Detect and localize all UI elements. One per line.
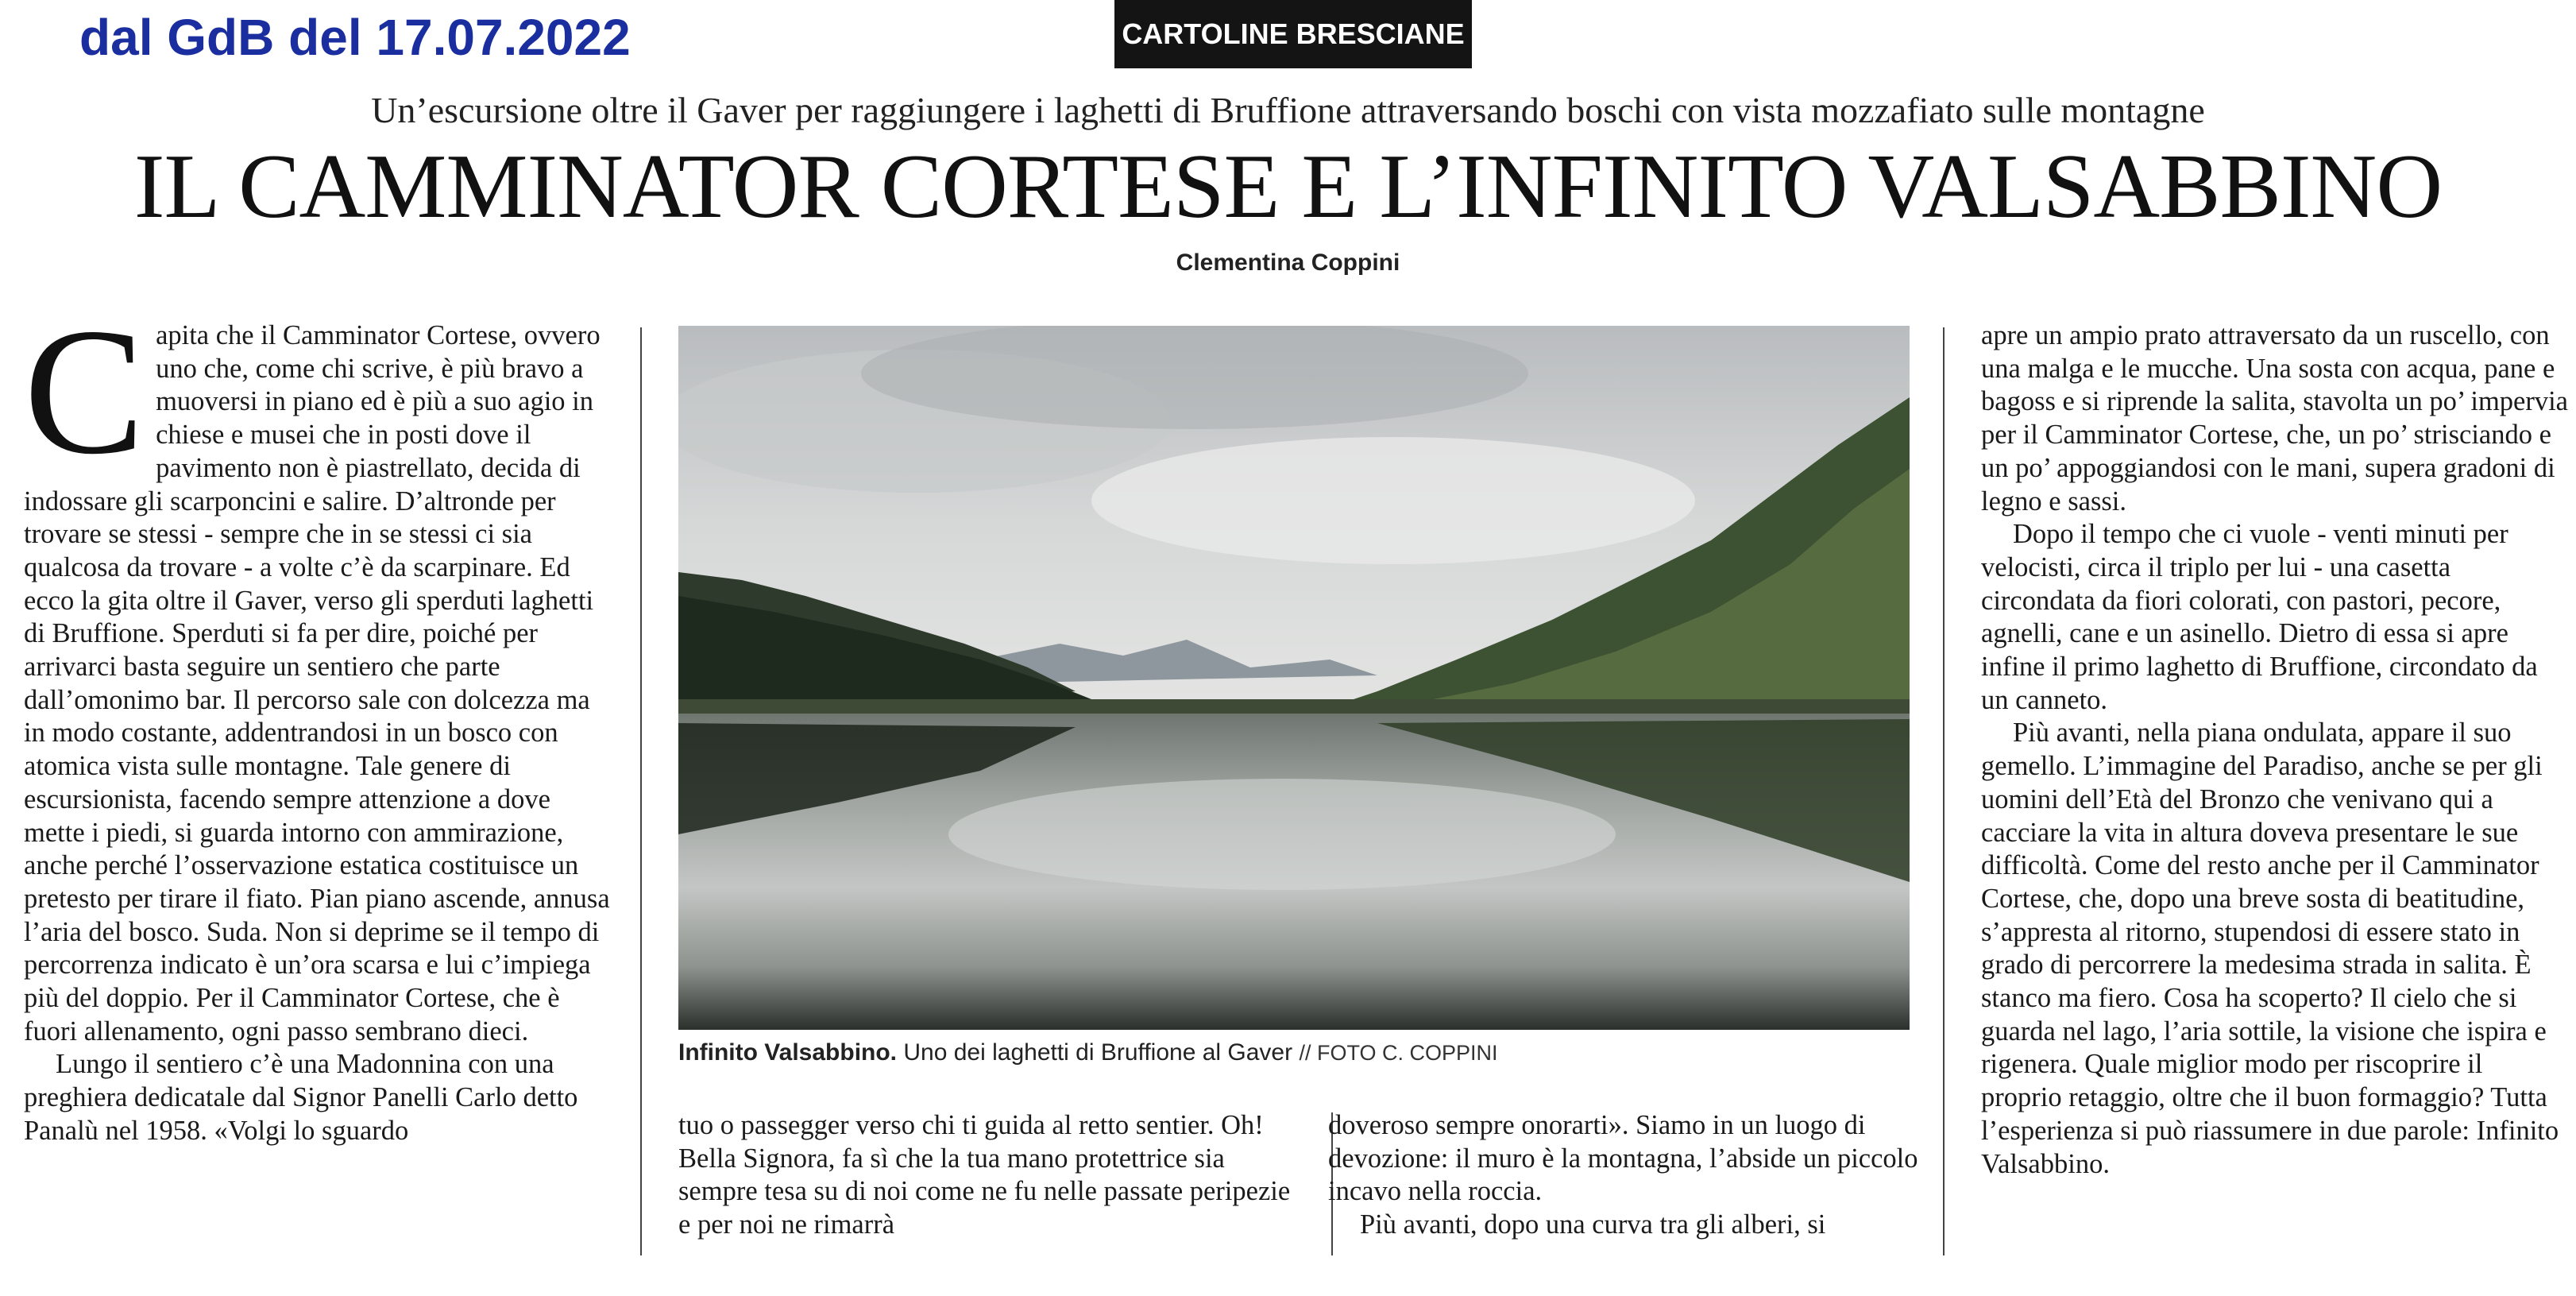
paragraph-text: apita che il Camminator Cortese, ovvero uno che, come chi scrive, è più bravo a muoversi in piano ed è più a suo agio in chiese e musei che in posti dove il pavimento non è piastrellato, decida di indossare gli scarponcini e salire. D’altronde per trovare se stessi - sempre che in se stessi ci sia qualcosa da trovare - a volte c’è da scarpinare. Ed ecco la gita oltre il Gaver, verso gli sperduti laghetti di Bruffione. Sperduti si fa per dire, poiché per arrivarci basta seguire un sentiero che parte dall’omonimo bar. Il percorso sale con dolcezza ma in modo costante, addentrandosi in un bosco con atomica vista sulle montagne. Tale genere di escursionista, facendo sempre attenzione a dove mette i piedi, si guarda intorno con ammirazione, anche perché l’osservazione estatica costituisce un pretesto per tirare il fiato. Pian piano ascende, annusa l’aria del bosco. Suda. Non si deprime se il tempo di percorrenza indicato è un’ora scarsa e lui c’impiega più del doppio. Per il Camminator Cortese, che è fuori allenamento, ogni passo sembrano dieci. — [24, 320, 610, 1046]
paragraph: Lungo il sentiero c’è una Madonnina con una preghiera dedicatale dal Signor Panelli Carlo detto Panalù nel 1958. «Volgi lo sguardo — [24, 1049, 578, 1146]
article-column-3 — [1328, 1109, 1920, 1242]
article-column-2 — [678, 1109, 1306, 1242]
paragraph: tuo o passegger verso chi ti guida al retto sentier. Oh! Bella Signora, fa sì che la tua mano protettrice sia sempre tesa su di noi come ne fu nelle passate peripezie e per noi ne rimarrà — [678, 1110, 1291, 1240]
lake-landscape-image — [678, 326, 1910, 1030]
paragraph: Più avanti, nella piana ondulata, appare il suo gemello. L’immagine del Paradiso, anche se per gli uomini dell’Età del Bronzo che venivano qui a cacciare la vita in altura doveva presentare le sue difficoltà. Come del resto anche per il Camminator Cortese, che, dopo una breve sosta di beatitudine, s’appresta al ritorno, stupendosi di essere stato in grado di percorrere la medesima strada in salita. È stanco ma fiero. Cosa ha scoperto? Il cielo che si guarda nel lago, l’aria sottile, la visione che ispira e rigenera. Quale miglior modo per riscoprire il proprio retaggio, oltre che il buon formaggio? Tutta l’esperienza si può riassumere in due parole: Infinito Valsabbino. — [1981, 718, 2559, 1179]
article-column-1 — [24, 292, 616, 1148]
article-subtitle: Un’escursione oltre il Gaver per raggiungere i laghetti di Bruffione attraversando boschi con vista mozzafiato sulle montagne — [371, 90, 2205, 130]
article-column-4 — [1981, 319, 2569, 1181]
paragraph: Più avanti, dopo una curva tra gli alberi, si — [1360, 1209, 1826, 1240]
article-headline: IL CAMMINATOR CORTESE E L’INFINITO VALSABBINO — [133, 136, 2443, 238]
paragraph — [24, 292, 616, 1048]
drop-cap: C — [24, 292, 145, 492]
photo-caption — [678, 1039, 1918, 1066]
paragraph: Dopo il tempo che ci vuole - venti minuti per velocisti, circa il triplo per lui - una casetta circondata da fiori colorati, con pastori, pecore, agnelli, cane e un asinello. Dietro di essa si apre infine il primo laghetto di Bruffione, circondato da un canneto. — [1981, 519, 2538, 715]
photo-credit: // FOTO C. COPPINI — [1299, 1041, 1498, 1065]
article-photo — [678, 326, 1910, 1030]
paragraph: doveroso sempre onorarti». Siamo in un luogo di devozione: il muro è la montagna, l’abside un piccolo incavo nella roccia. — [1328, 1110, 1918, 1207]
section-label: CARTOLINE BRESCIANE — [1114, 0, 1472, 68]
column-divider — [1943, 327, 1945, 1255]
article-byline: Clementina Coppini — [1176, 250, 1400, 276]
column-divider — [640, 327, 642, 1255]
source-date-label: dal GdB del 17.07.2022 — [79, 9, 631, 66]
caption-text: Uno dei laghetti di Bruffione al Gaver — [903, 1039, 1293, 1066]
paragraph: apre un ampio prato attraversato da un ruscello, con una malga e le mucche. Una sosta con acqua, pane e bagoss e si riprende la salita, stavolta un po’ impervia per il Camminator Cortese, che, un po’ strisciando e un po’ appoggiandosi con le mani, supera gradoni di legno e sassi. — [1981, 320, 2568, 516]
caption-title: Infinito Valsabbino. — [678, 1039, 898, 1066]
